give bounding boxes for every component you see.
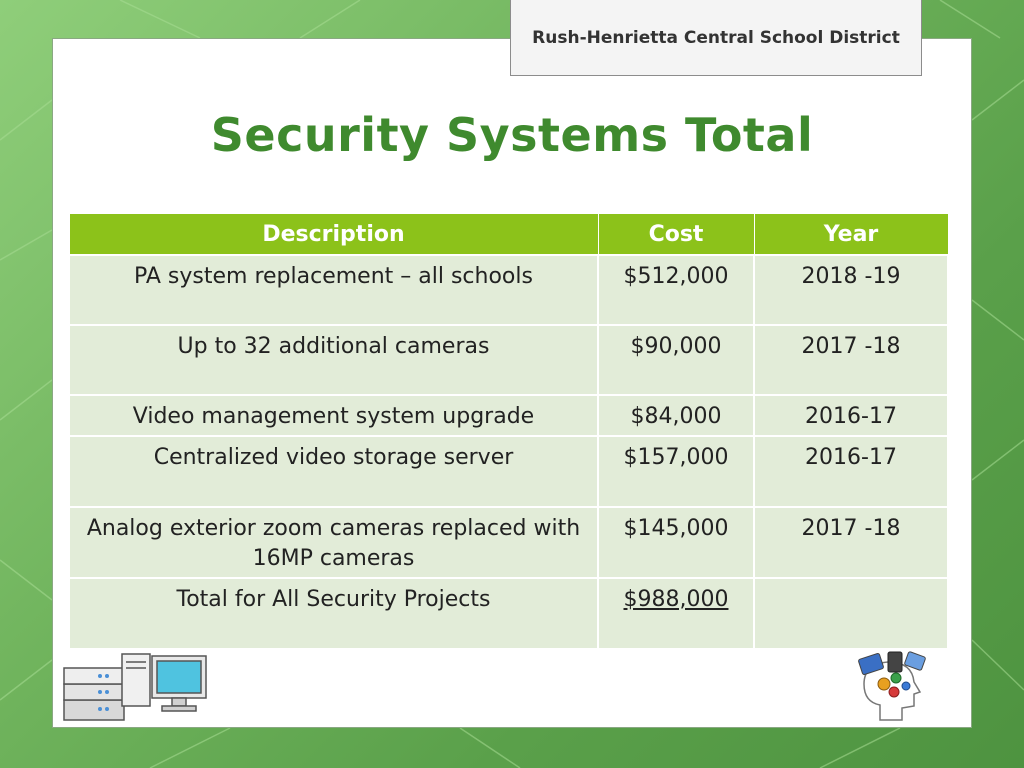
table-row — [69, 395, 948, 436]
cell-year: 2016-17 — [754, 395, 948, 436]
technology-head-icon — [850, 650, 942, 722]
servers-computer-icon — [60, 648, 215, 726]
cell-description: Video management system upgrade — [69, 395, 598, 436]
cell-description: PA system replacement – all schools — [69, 255, 598, 325]
column-header-description: Description — [69, 214, 598, 256]
cell-cost: $84,000 — [598, 395, 754, 436]
cell-year — [754, 578, 948, 649]
cell-cost: $145,000 — [598, 507, 754, 578]
cell-year: 2018 -19 — [754, 255, 948, 325]
column-header-year: Year — [754, 214, 948, 256]
organization-header — [510, 0, 922, 76]
column-header-cost: Cost — [598, 214, 754, 256]
cell-cost: $90,000 — [598, 325, 754, 395]
table-row — [69, 436, 948, 507]
cell-total-label: Total for All Security Projects — [69, 578, 598, 649]
cell-total-cost: $988,000 — [598, 578, 754, 649]
cell-description: Analog exterior zoom cameras replaced with 16MP cameras — [69, 507, 598, 578]
cell-description: Centralized video storage server — [69, 436, 598, 507]
table-header-row — [69, 214, 948, 256]
security-cost-table — [68, 213, 949, 650]
table-row — [69, 255, 948, 325]
table-row — [69, 325, 948, 395]
table-row — [69, 507, 948, 578]
cell-cost: $512,000 — [598, 255, 754, 325]
cell-cost: $157,000 — [598, 436, 754, 507]
cell-year: 2017 -18 — [754, 507, 948, 578]
organization-name: Rush-Henrietta Central School District — [532, 27, 900, 48]
table-row-total — [69, 578, 948, 649]
cell-description: Up to 32 additional cameras — [69, 325, 598, 395]
slide-title: Security Systems Total — [210, 108, 814, 162]
cell-year: 2016-17 — [754, 436, 948, 507]
cell-year: 2017 -18 — [754, 325, 948, 395]
